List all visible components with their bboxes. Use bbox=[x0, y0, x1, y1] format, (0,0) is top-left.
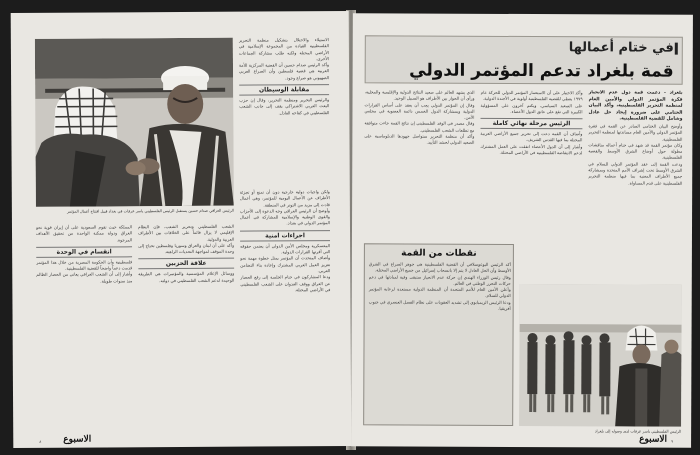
paragraph: وأكد الاختيار على أن الاستعمار المؤتمر الدولي للحركة عام ١٩٧٩ يعطي للقضية الفلسطينية أولوية في الأجندة الدولية. bbox=[480, 89, 583, 102]
subheading: مقابلة الوسيطان bbox=[239, 84, 329, 96]
meeting-photo bbox=[35, 38, 234, 207]
subheading: اجراءات امنية bbox=[240, 230, 330, 242]
paragraph: الشعب الفلسطيني وتحرير الشعب، فإن النظام الإقليمي لا يزال قائماً على الخلافات بين الأطراف العربية والدولية. bbox=[137, 223, 235, 242]
highlights-box bbox=[363, 243, 514, 426]
arrival-photo-image bbox=[519, 284, 682, 427]
subheading: انقسام في الوحدة bbox=[36, 246, 132, 258]
paragraph: وأوضح أن الرئيس العراقي وجه الدعوة إلى الأحزاب والقوى الوطنية والإسلامية للمشاركة في أعمال المؤتمر الدولي في بغداد. bbox=[239, 207, 330, 226]
paragraph: وأضاف المتحدث أن المؤتمر يمثل خطوة مهمة نحو تعزيز العمل العربي المشترك وإعادة بناء التضامن العربي. bbox=[240, 255, 331, 274]
paragraph: وأعلن الأمين العام للأمم المتحدة أن المنظمة الدولية مستعدة لرعاية المؤتمر الدولي للسلام. bbox=[368, 286, 511, 299]
paragraph: وأكد أن منظمة التحرير ستواصل جهودها الدبلوماسية على الصعيد الدولي لحشد التأييد. bbox=[364, 133, 475, 146]
left-mid-right-column bbox=[240, 189, 331, 420]
paragraph: المعسكرية ومجلس الأمن الدولي أن يضمن حقوقه التي أقرتها القرارات الدولية. bbox=[240, 242, 331, 255]
paragraph: وأضاف أن القمة دعت إلى تحرير جميع الأراضي العربية المحتلة بما فيها القدس الشريف. bbox=[480, 131, 583, 143]
left-center-column bbox=[138, 224, 235, 421]
arrival-photo bbox=[519, 284, 682, 427]
meeting-photo-image bbox=[35, 38, 234, 207]
paragraph: وقال إن المؤتمر الدولي يجب أن يعقد على أساس القرارات الدولية وبمشاركة الدول الخمس دائمة العضوية في مجلس الأمن. bbox=[364, 101, 475, 120]
highlights-title: نقطات من القمة bbox=[401, 248, 477, 259]
subheading: الرئيس مرحلة نهائي كاملة bbox=[480, 118, 582, 129]
paragraph: ودعت القمة إلى عقد المؤتمر الدولي للسلام في الشرق الأوسط تحت إشراف الأمم المتحدة وبمشاركة جميع الأطراف المعنية بما فيها منظمة التحرير الفلسطينية على قدم المساواة. bbox=[588, 161, 683, 186]
magazine-logo: الاسبوع bbox=[639, 434, 668, 445]
left-top-right-column bbox=[239, 37, 330, 188]
left-outer-column bbox=[36, 224, 133, 421]
right-middle-column bbox=[480, 90, 583, 240]
magazine-logo: الاسبوع bbox=[63, 434, 92, 445]
headline: قمة بلغراد تدعم المؤتمر الدولي bbox=[409, 60, 674, 82]
paragraph: الذي يشهد العالم على صعيد النتائج الدولية والإقليمية والمحلية، ورأى أن الحوار بين الأطراف هو السبيل الوحيد. bbox=[364, 89, 475, 102]
paragraph: الاستيلاء والاحتلال بتشكيل منظمة التحرير الفلسطينية القيادة من المجموعة الإسلامية في الأراضي المحتلة ولكنه طلب مشاركة الجماعات الأخرى. bbox=[238, 37, 329, 62]
arrival-photo-caption: الرئيس الفلسطيني ياسر عرفات لدى وصوله إلى بلغراد bbox=[594, 428, 682, 434]
paragraph: على الصعيد السياسي، ويكتم آخرون على المسؤولية الكبيرة التي تقع على عاتق الدول الأعضاء. bbox=[480, 102, 583, 115]
paragraph: وقال مصدر في الوفد الفلسطيني إن نتائج القمة جاءت متوافقة مع تطلعات الشعب الفلسطيني. bbox=[364, 120, 475, 133]
paragraph: وأكد على أن لبنان والعراق وسوريا وفلسطين تحتاج إلى وحدة الموقف لمواجهة التحديات الراهنة. bbox=[138, 242, 235, 255]
paragraph: ولكن واجبات دولية خارجية دون أن تمنع أو تجزئة الأطراف عن الأعمال اليومية للمؤتمر، وهي أعمال قادت إلى مزيد من التوتر في المنطقة. bbox=[239, 189, 330, 208]
paragraph: ودعا الرئيس الزيمبابوي إلى تشديد العقوبات على نظام الفصل العنصري في جنوب أفريقيا. bbox=[368, 299, 511, 312]
right-page bbox=[351, 13, 693, 447]
subheading: علاقة الحزبين bbox=[138, 258, 234, 270]
page-number: ٩ bbox=[671, 438, 674, 444]
paragraph: ووسائل الإعلام المؤسسية والمؤتمرات هي الطريقة الوحيدة لدعم الشعب الفلسطيني في دولته. bbox=[138, 271, 235, 283]
right-left-column bbox=[364, 89, 475, 239]
headline-box bbox=[365, 35, 683, 84]
paragraph: وأشار إلى أن الشعب العراقي يعاني من الحصار الظالم منذ سنوات طويلة. bbox=[36, 271, 133, 284]
paragraph: وأكد الرئيس صدام حسين أن القضية المركزية للأمة العربية هي قضية فلسطين وأن الصراع العربي الصهيوني هو صراع وجود. bbox=[238, 62, 330, 81]
paragraph: وقال رئيس الوزراء الهندي إن حركة عدم الانحياز ستبقى وفية لمبادئها في دعم حركات التحرر الوطني في العالم. bbox=[368, 273, 511, 286]
page-number: ٨ bbox=[39, 438, 42, 444]
left-page bbox=[11, 11, 352, 448]
lead-paragraph: بلغراد - دعمت قمة دول عدم الانحياز فكرة المؤتمر الدولي والأمين العام لمنظمة التحرير الفلسطينية، وأكد البيان الختامي على ضرورة إيجاد حل عادل وشامل للقضية الفلسطينية. bbox=[588, 90, 683, 123]
paragraph: أكد الرئيس اليوغوسلافي أن القضية الفلسطينية هي جوهر الصراع في الشرق الأوسط وأن الحل العادل لا يتم إلا بانسحاب إسرائيل من جميع الأراضي المحتلة. bbox=[368, 261, 511, 274]
kicker: في ختام أعمالها bbox=[568, 40, 674, 56]
kicker-bar bbox=[675, 43, 678, 55]
paragraph: فلسطينية وأن الحكومة المصرية من خلال هذا المؤتمر قدمت دعماً واضحاً للقضية الفلسطينية. bbox=[36, 259, 133, 271]
paragraph: وأوضح البيان الختامي الصادر عن القمة في فقرة المؤتمر الدولي والأمين العام مساندتها لمنظمة التحرير الفلسطينية. bbox=[588, 123, 683, 142]
photo-caption: الرئيس العراقي صدام حسين يستقبل الرئيس الفلسطيني ياسر عرفات في بغداد قبيل افتتاح أعمال المؤتمر bbox=[66, 207, 234, 214]
paragraph: ودعا المشاركون في ختام الجلسة إلى رفع الحصار عن العراق ووقف العدوان على الشعب الفلسطيني في الأراضي المحتلة. bbox=[240, 274, 331, 293]
highlights-text bbox=[368, 261, 511, 422]
right-lead-column bbox=[588, 90, 683, 286]
paragraph: والرئيس التحرير ومنظمة التحرير، وقال إن حزب البعث العربي الاشتراكي يقف إلى جانب الشعب الفلسطيني في كفاحه العادل. bbox=[239, 97, 330, 116]
paragraph: وكان مؤتمر القمة قد شهد في ختام أعماله مناقشات مطولة حول أوضاع الشرق الأوسط والقضية الفلسطينية. bbox=[588, 142, 683, 161]
paragraph: المملكة حيث تقوم السعودية على أن إيران قوية نحو العراق ودولة ممكنة الواحدة من تحقيق الأهداف المرجوة. bbox=[35, 224, 133, 242]
paragraph: وأشار إلى أن الدول الأعضاء اتفقت على العمل المشترك لدعم الانتفاضة الفلسطينية في الأراضي المحتلة. bbox=[480, 143, 583, 156]
